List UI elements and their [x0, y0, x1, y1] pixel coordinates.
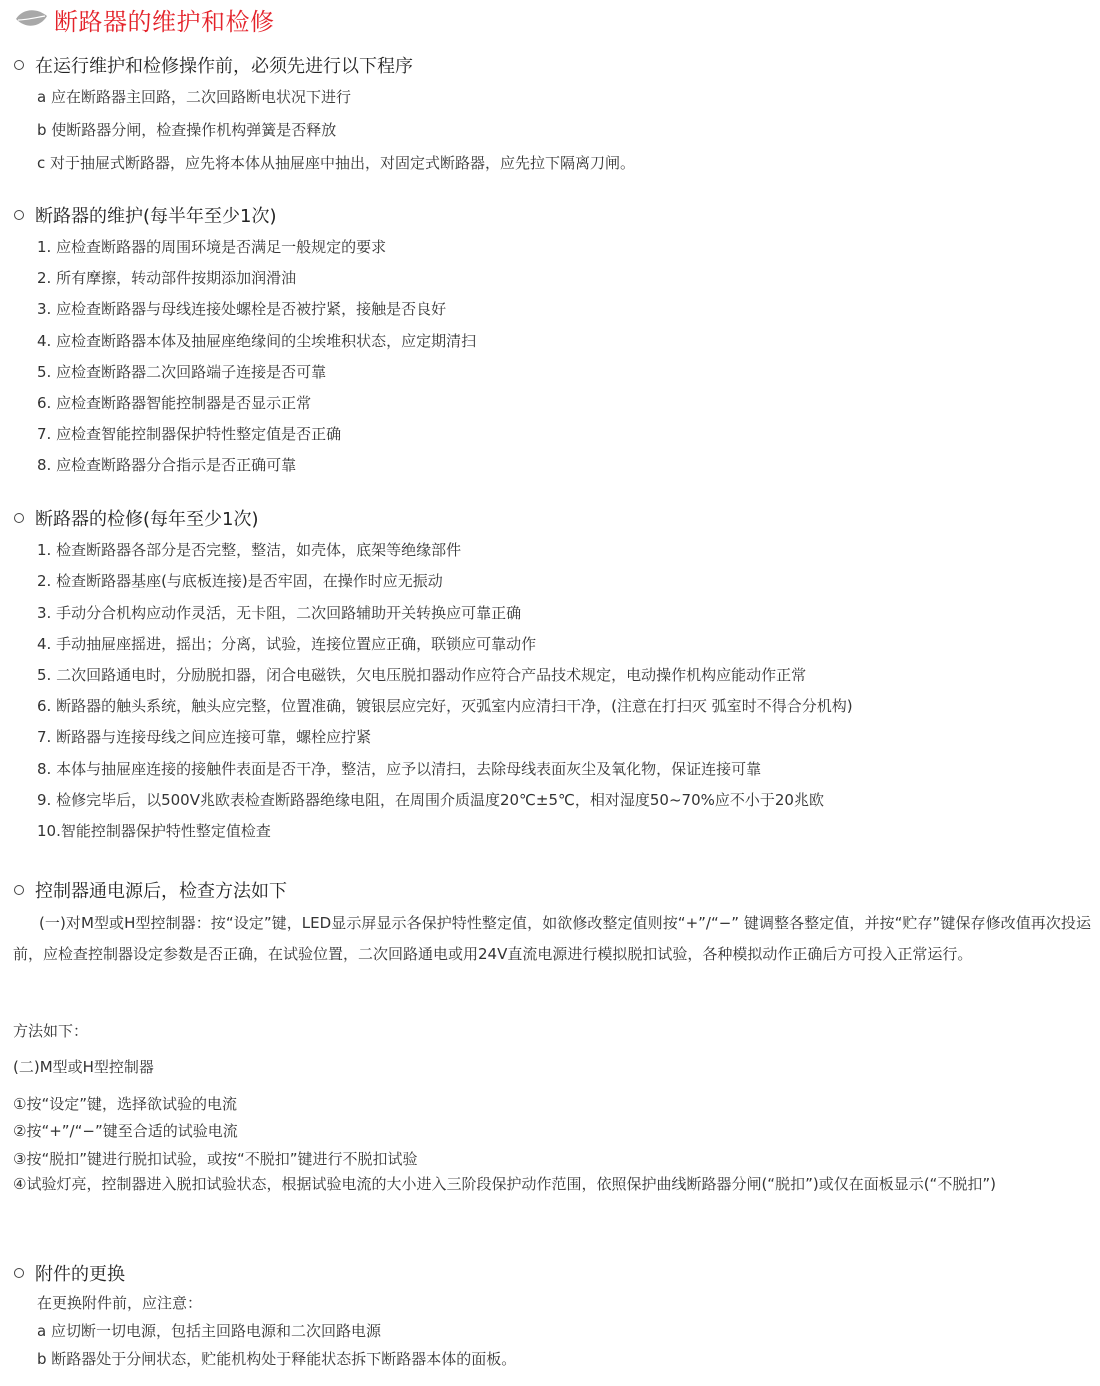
leaf-bullet-icon — [14, 8, 48, 30]
section-heading-precautions — [14, 52, 413, 78]
heading-text: 附件的更换 — [35, 1264, 125, 1285]
list-item: a 应在断路器主回路，二次回路断电状况下进行 — [37, 88, 351, 106]
section-heading-controller-check — [14, 877, 287, 903]
list-item: a 应切断一切电源，包括主回路电源和二次回路电源 — [37, 1322, 381, 1340]
list-item: c 对于抽屉式断路器，应先将本体从抽屉座中抽出，对固定式断路器，应先拉下隔离刀闸。 — [37, 154, 636, 172]
sub-heading: (二)M型或H型控制器 — [13, 1058, 154, 1076]
controller-paragraph: (一)对M型或H型控制器：按“设定”键，LED显示屏显示各保护特性整定值，如欲修改整定值则按“+”/“−” 键调整各整定值，并按“贮存”键保存修改值再次投运前，应检查控制器设定参数是否正确，在试验位置，二次回路通电或用24V直流电源进行模拟脱扣试验，各种模拟动作正确后方可投入正常运行。 — [13, 914, 1091, 963]
circle-bullet-icon — [14, 1268, 24, 1278]
list-item: 7. 断路器与连接母线之间应连接可靠，螺栓应拧紧 — [37, 728, 372, 746]
list-item: b 断路器处于分闸状态，贮能机构处于释能状态拆下断路器本体的面板。 — [37, 1350, 517, 1368]
circle-bullet-icon — [14, 60, 24, 70]
list-item: 5. 应检查断路器二次回路端子连接是否可靠 — [37, 363, 327, 381]
list-item: 8. 应检查断路器分合指示是否正确可靠 — [37, 456, 297, 474]
list-item: 6. 应检查断路器智能控制器是否显示正常 — [37, 394, 312, 412]
step-item: ②按“+”/“−”键至合适的试验电流 — [13, 1122, 238, 1140]
heading-text: 断路器的维护(每半年至少1次) — [35, 206, 277, 227]
list-item: 3. 应检查断路器与母线连接处螺栓是否被拧紧，接触是否良好 — [37, 300, 447, 318]
list-item: 1. 检查断路器各部分是否完整，整洁，如壳体，底架等绝缘部件 — [37, 541, 462, 559]
circle-bullet-icon — [14, 210, 24, 220]
list-item: 2. 检查断路器基座(与底板连接)是否牢固，在操作时应无振动 — [37, 572, 443, 590]
circle-bullet-icon — [14, 513, 24, 523]
list-item: 1. 应检查断路器的周围环境是否满足一般规定的要求 — [37, 238, 387, 256]
step-item: ④试验灯亮，控制器进入脱扣试验状态，根据试验电流的大小进入三阶段保护动作范围，依照保护曲线断路器分闸(“脱扣”)或仅在面板显示(“不脱扣”) — [13, 1175, 996, 1193]
step-item: ①按“设定”键，选择欲试验的电流 — [13, 1095, 237, 1113]
section-heading-maintenance — [14, 202, 277, 228]
heading-text: 在运行维护和检修操作前，必须先进行以下程序 — [35, 56, 413, 77]
list-item: 8. 本体与抽屉座连接的接触件表面是否干净，整洁，应予以清扫，去除母线表面灰尘及氧化物，保证连接可靠 — [37, 760, 762, 778]
step-item: ③按“脱扣”键进行脱扣试验，或按“不脱扣”键进行不脱扣试验 — [13, 1150, 418, 1168]
method-label: 方法如下： — [13, 1022, 89, 1040]
section-heading-overhaul — [14, 505, 259, 531]
list-item: 在更换附件前，应注意： — [37, 1294, 203, 1312]
list-item: 2. 所有摩擦，转动部件按期添加润滑油 — [37, 269, 297, 287]
list-item: 7. 应检查智能控制器保护特性整定值是否正确 — [37, 425, 342, 443]
list-item: 4. 应检查断路器本体及抽屉座绝缘间的尘埃堆积状态，应定期清扫 — [37, 332, 477, 350]
section-heading-accessory-replacement — [14, 1260, 125, 1286]
circle-bullet-icon — [14, 885, 24, 895]
list-item: 4. 手动抽屉座摇进，摇出；分离，试验，连接位置应正确，联锁应可靠动作 — [37, 635, 537, 653]
list-item: 10.智能控制器保护特性整定值检查 — [37, 822, 271, 840]
page-title: 断路器的维护和检修 — [54, 7, 275, 36]
list-item: b 使断路器分闸，检查操作机构弹簧是否释放 — [37, 121, 337, 139]
title-row — [14, 2, 275, 36]
list-item: 5. 二次回路通电时，分励脱扣器，闭合电磁铁，欠电压脱扣器动作应符合产品技术规定，电动操作机构应能动作正常 — [37, 666, 807, 684]
heading-text: 控制器通电源后，检查方法如下 — [35, 881, 287, 902]
list-item: 9. 检修完毕后，以500V兆欧表检查断路器绝缘电阻，在周围介质温度20℃±5℃，相对湿度50~70%应不小于20兆欧 — [37, 791, 824, 809]
heading-text: 断路器的检修(每年至少1次) — [35, 509, 259, 530]
list-item: 3. 手动分合机构应动作灵活，无卡阻，二次回路辅助开关转换应可靠正确 — [37, 604, 522, 622]
list-item: 6. 断路器的触头系统，触头应完整，位置准确，镀银层应完好，灭弧室内应清扫干净，(注意在打扫灭 弧室时不得合分机构) — [37, 697, 853, 715]
